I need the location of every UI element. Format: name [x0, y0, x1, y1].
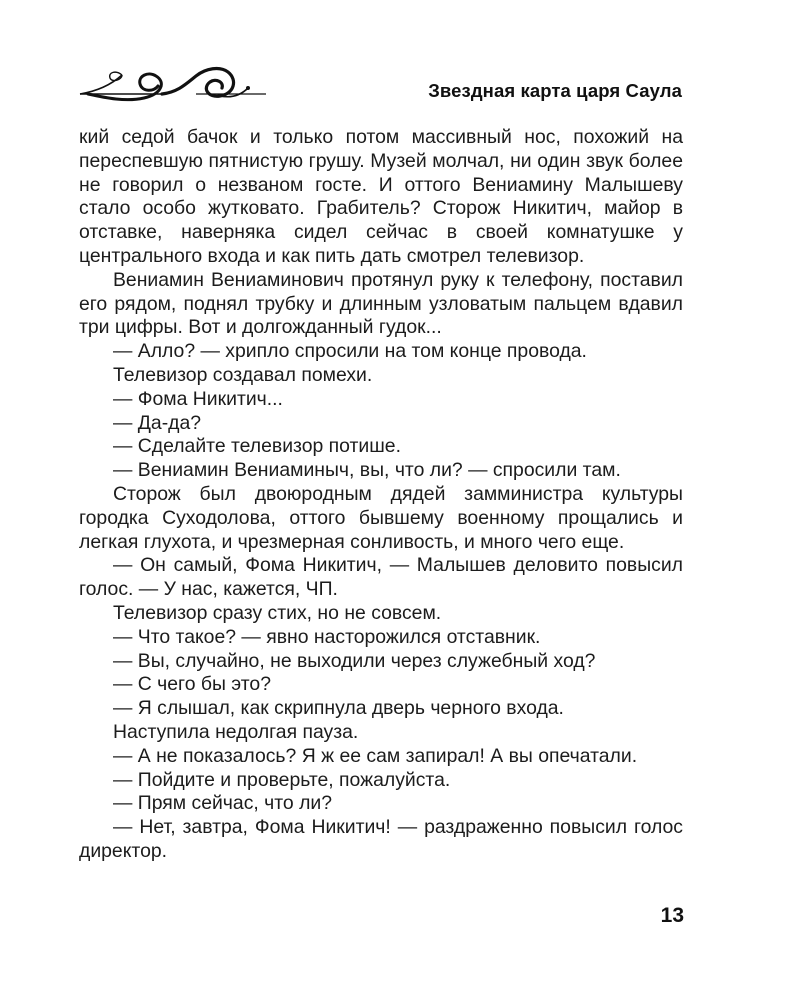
- dialogue-line: — Алло? — хрипло спросили на том конце провода.: [113, 340, 587, 363]
- main-text: [79, 126, 683, 864]
- dialogue-line: — Да-да?: [113, 411, 202, 434]
- dialogue-line: — Пойдите и проверьте, пожалуйста.: [113, 768, 451, 791]
- dialogue-line: — Вы, случайно, не выходили через служебный ход?: [113, 649, 596, 672]
- dialogue-line: — Нет, завтра, Фома Никитич! — раздраженно повысил голос директор.: [79, 816, 683, 862]
- paragraph: Сторож был двоюродным дядей замминистра культуры городка Суходолова, оттого бывшему военному прощались и легкая глухота, и чрезмерная сонливость, и много чего еще.: [79, 482, 683, 553]
- flourish-ornament-icon: [78, 58, 268, 108]
- running-header: [78, 58, 682, 108]
- paragraph: кий седой бачок и только потом массивный нос, похожий на переспевшую пятнистую грушу. Музей молчал, ни один звук более не говорил о незваном госте. И оттого Вениамину Малышеву стало особо жутковато. Грабитель? Сторож Никитич, майор в отставке, наверняка сидел сейчас в своей комнатушке у центрального входа и как пить дать смотрел телевизор.: [79, 126, 683, 267]
- paragraph: Вениамин Вениаминович протянул руку к телефону, поставил его рядом, поднял трубку и длинным узловатым пальцем вдавил три цифры. Вот и долгожданный гудок...: [79, 268, 683, 339]
- dialogue-line: — Что такое? — явно насторожился отставник.: [113, 625, 541, 648]
- paragraph: Телевизор создавал помехи.: [113, 363, 373, 386]
- dialogue-line: — Он самый, Фома Никитич, — Малышев деловито повысил голос. — У нас, кажется, ЧП.: [79, 554, 683, 601]
- paragraph: Телевизор сразу стих, но не совсем.: [113, 601, 442, 624]
- dialogue-line: — А не показалось? Я ж ее сам запирал! А вы опечатали.: [113, 744, 638, 767]
- running-title: Звездная карта царя Саула: [428, 80, 682, 101]
- dialogue-line: — Вениамин Вениаминыч, вы, что ли? — спросили там.: [113, 459, 621, 482]
- dialogue-line: — Я слышал, как скрипнула дверь черного входа.: [113, 697, 564, 720]
- page-number: 13: [660, 904, 684, 927]
- dialogue-line: — Сделайте телевизор потише.: [113, 435, 401, 458]
- dialogue-line: — Фома Никитич...: [113, 387, 283, 410]
- dialogue-line: — С чего бы это?: [113, 673, 272, 696]
- paragraph: Наступила недолгая пауза.: [113, 720, 359, 743]
- dialogue-line: — Прям сейчас, что ли?: [113, 792, 333, 815]
